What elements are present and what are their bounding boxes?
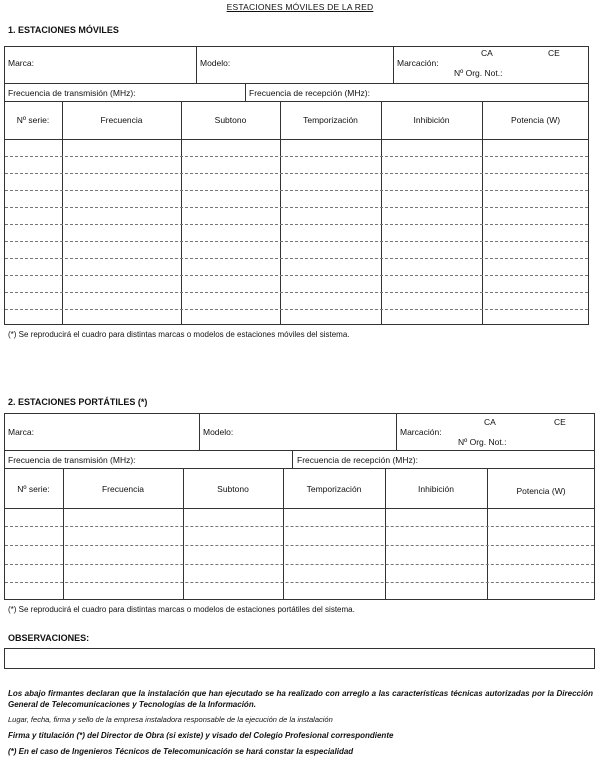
s1-modelo-label: Modelo: (200, 58, 231, 68)
section2-heading: 2. ESTACIONES PORTÁTILES (*) (8, 397, 148, 407)
s2-norg-label: Nº Org. Not.: (458, 437, 507, 447)
section1-note: (*) Se reproducirá el cuadro para distintas marcas o modelos de estaciones móviles del sistema. (8, 330, 350, 339)
s2-col-potencia: Potencia (W) (516, 486, 566, 496)
firma-text: Firma y titulación (*) del Director de Obra (si existe) y visado del Colegio Profesional correspondiente (8, 731, 394, 740)
observaciones-field[interactable] (4, 648, 595, 669)
s2-col-inhibicion: Inhibición (418, 484, 454, 494)
s1-col-potencia: Potencia (W) (510, 115, 561, 125)
s1-ce-label: CE (548, 48, 560, 58)
s1-col-temporizacion: Temporización (303, 115, 358, 125)
s2-ce-label: CE (554, 417, 566, 427)
s1-col-frecuencia: Frecuencia (100, 115, 143, 125)
s1-marca-label: Marca: (8, 58, 34, 68)
s1-marcacion-label: Marcación: (397, 58, 439, 68)
s2-col-nserie: Nº serie: (17, 484, 50, 494)
s2-freq-rx-label: Frecuencia de recepción (MHz): (297, 455, 418, 465)
s2-col-subtono: Subtono (217, 484, 249, 494)
s1-col-nserie: Nº serie: (16, 115, 50, 125)
s2-ca-label: CA (484, 417, 496, 427)
s2-freq-tx-label: Frecuencia de transmisión (MHz): (8, 455, 136, 465)
s2-col-temporizacion: Temporización (306, 484, 362, 494)
s1-freq-tx-label: Frecuencia de transmisión (MHz): (8, 88, 136, 98)
declaration-text: Los abajo firmantes declaran que la instalación que han ejecutado se ha realizado con arreglo a las características técnicas autorizadas por la Dirección General de Telecomunicaciones y Tecnologías de la Información. (8, 689, 593, 709)
s1-col-subtono: Subtono (214, 115, 247, 125)
lugar-text: Lugar, fecha, firma y sello de la empresa instaladora responsable de la ejecución de la instalación (8, 715, 333, 724)
s2-modelo-label: Modelo: (203, 427, 234, 437)
s1-col-inhibicion: Inhibición (413, 115, 450, 125)
s2-marcacion-label: Marcación: (400, 427, 442, 437)
section1-heading: 1. ESTACIONES MÓVILES (8, 25, 119, 35)
page-title: ESTACIONES MÓVILES DE LA RED (226, 2, 374, 12)
s1-ca-label: CA (481, 48, 493, 58)
ingenieros-text: (*) En el caso de Ingenieros Técnicos de Telecomunicación se hará constar la especialidad (8, 747, 354, 756)
s1-freq-rx-label: Frecuencia de recepción (MHz): (249, 88, 370, 98)
s2-col-frecuencia: Frecuencia (101, 484, 145, 494)
observaciones-heading: OBSERVACIONES: (8, 633, 90, 643)
s2-marca-label: Marca: (8, 427, 34, 437)
section2-note: (*) Se reproducirá el cuadro para distintas marcas o modelos de estaciones portátiles del sistema. (8, 605, 355, 614)
s1-norg-label: Nº Org. Not.: (454, 68, 503, 78)
